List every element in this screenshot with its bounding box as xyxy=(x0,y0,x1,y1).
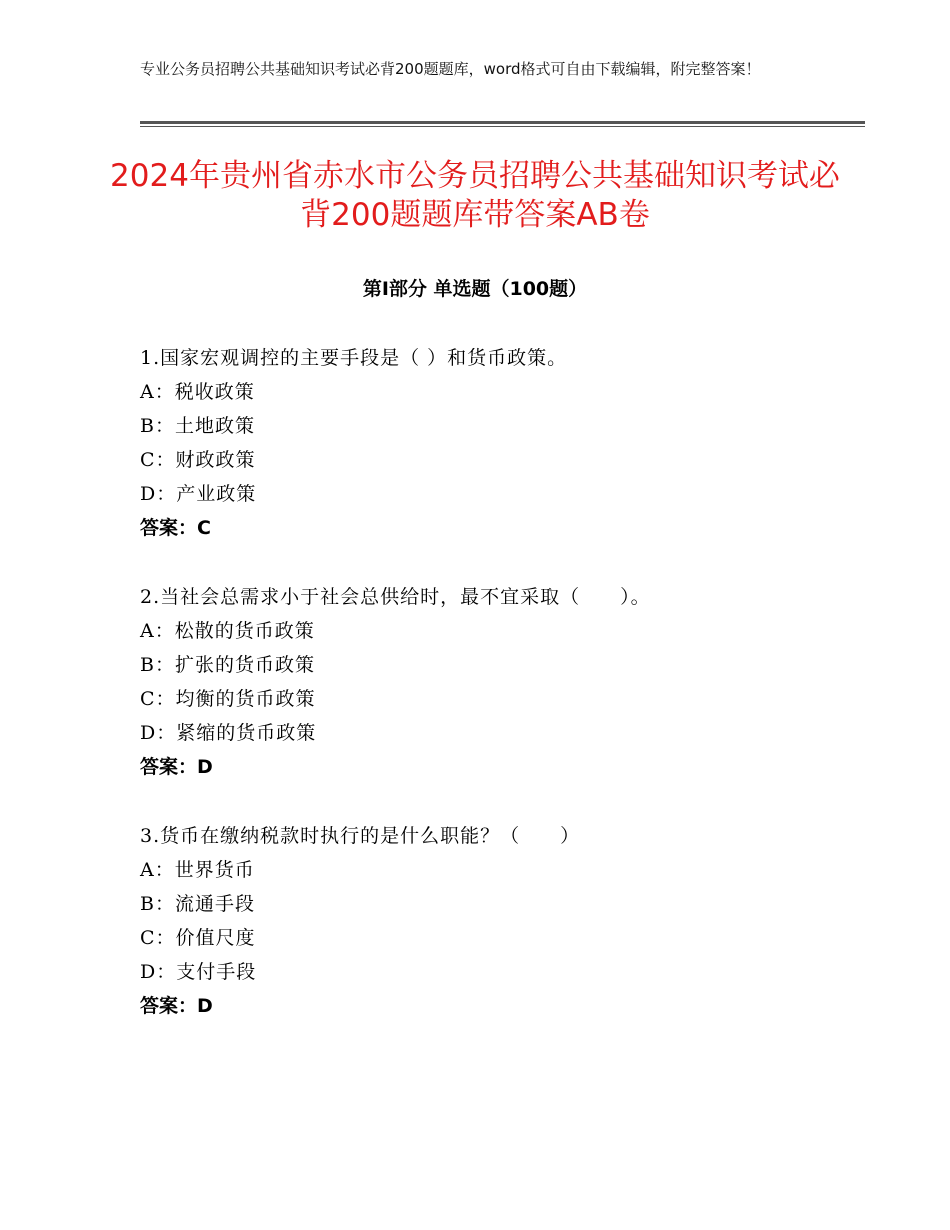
option-d: D：支付手段 xyxy=(140,961,257,983)
question-stem: 3.货币在缴纳税款时执行的是什么职能？（ ） xyxy=(140,825,581,847)
answer: 答案：D xyxy=(140,756,213,778)
option-c: C：财政政策 xyxy=(140,449,256,471)
header-rule-thin xyxy=(140,126,865,127)
answer: 答案：D xyxy=(140,995,213,1017)
option-b: B：土地政策 xyxy=(140,415,255,437)
section-title: 第Ⅰ部分 单选题（100题） xyxy=(362,278,588,300)
option-b: B：扩张的货币政策 xyxy=(140,654,315,676)
question-stem: 1.国家宏观调控的主要手段是（ ）和货币政策。 xyxy=(140,347,568,369)
header-note: 专业公务员招聘公共基础知识考试必背200题题库，word格式可自由下载编辑，附完整答案！ xyxy=(140,60,761,78)
option-c: C：价值尺度 xyxy=(140,927,256,949)
document-title: 2024年贵州省赤水市公务员招聘公共基础知识考试必背200题题库带答案AB卷 xyxy=(110,158,840,233)
question-3 xyxy=(140,819,860,1023)
header-rule-thick xyxy=(140,121,865,124)
option-c: C：均衡的货币政策 xyxy=(140,688,316,710)
answer: 答案：C xyxy=(140,517,211,539)
question-stem: 2.当社会总需求小于社会总供给时，最不宜采取（ ）。 xyxy=(140,586,651,608)
question-2 xyxy=(140,580,860,784)
option-a: A：世界货币 xyxy=(140,859,255,881)
option-b: B：流通手段 xyxy=(140,893,255,915)
option-d: D：紧缩的货币政策 xyxy=(140,722,317,744)
option-d: D：产业政策 xyxy=(140,483,257,505)
option-a: A：松散的货币政策 xyxy=(140,620,315,642)
option-a: A：税收政策 xyxy=(140,381,255,403)
question-1 xyxy=(140,341,860,545)
